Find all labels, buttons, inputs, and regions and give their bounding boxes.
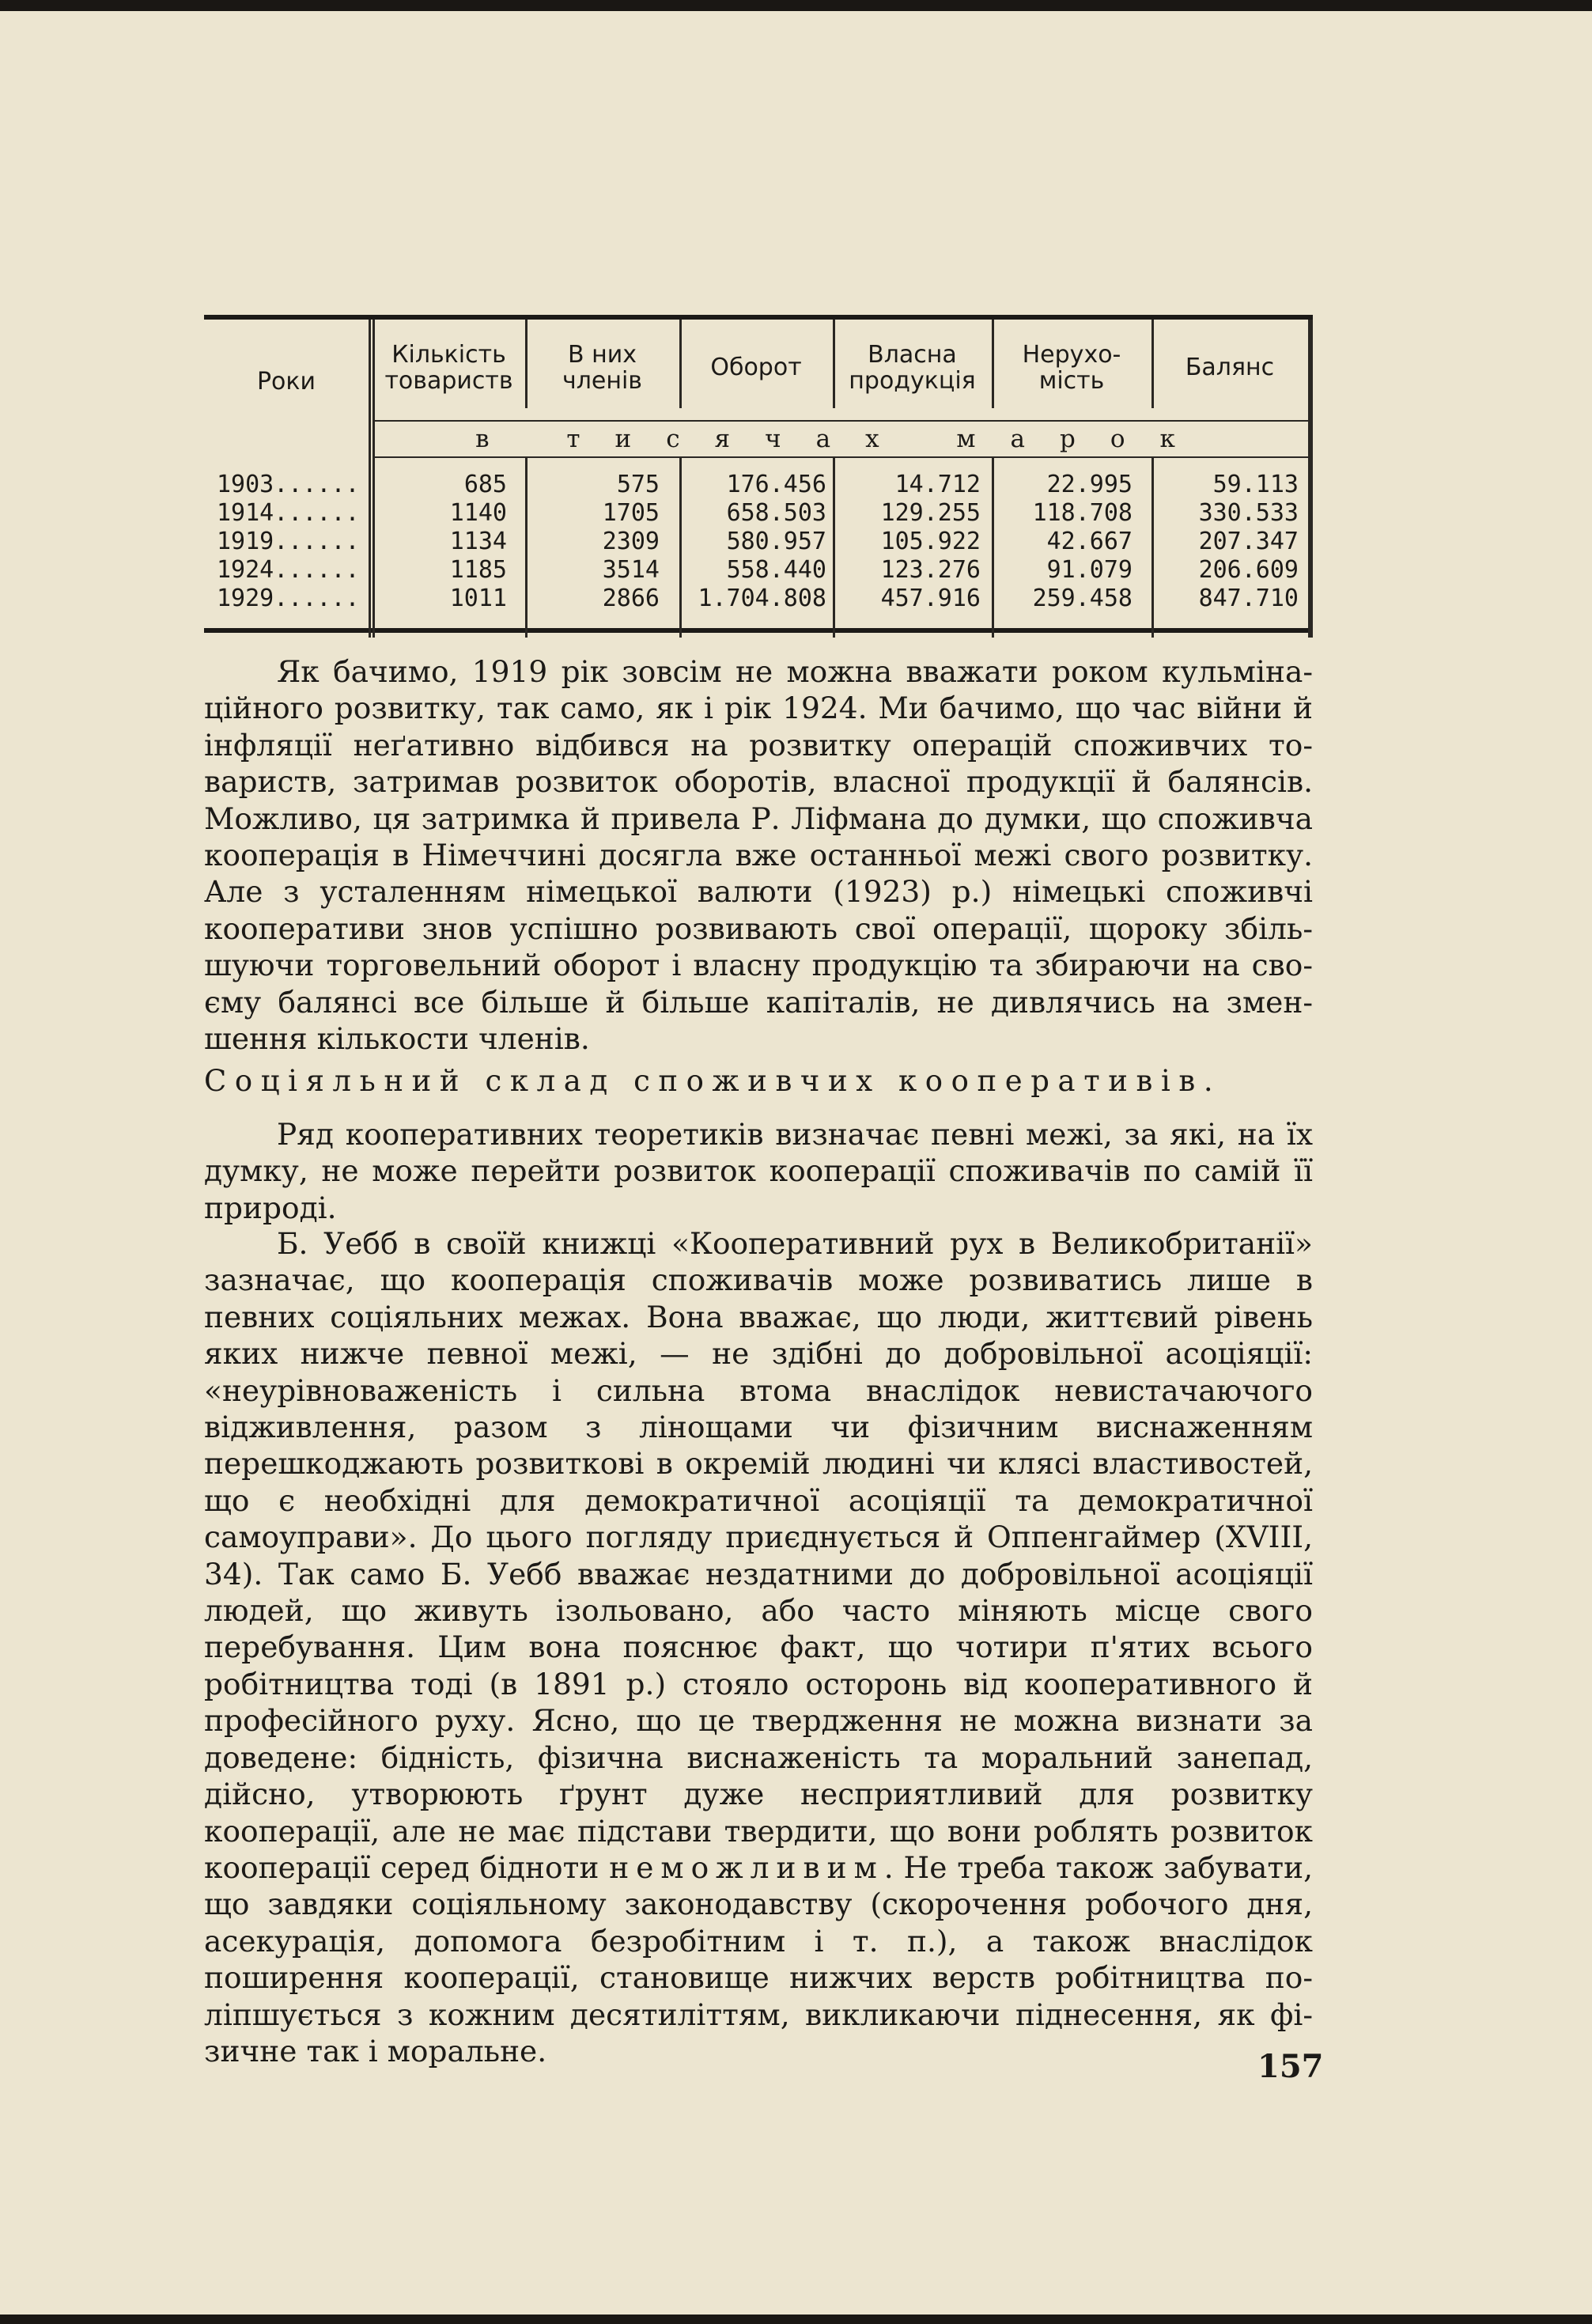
statistics-table (204, 315, 1313, 633)
balance-cell: 206.609 (1198, 556, 1299, 584)
year-cell: 1929...... (217, 585, 360, 612)
page-number: 157 (1257, 2048, 1324, 2085)
societies-cell: 1011 (449, 585, 507, 612)
section-heading: Соціяльний склад споживчих кооперативів. (204, 1064, 1222, 1098)
production-cell: 457.916 (880, 585, 981, 612)
header-real-estate: Нерухо- мість (1022, 341, 1121, 395)
header-members: В них членів (562, 341, 642, 395)
table-row (204, 498, 1313, 528)
turnover-cell: 558.440 (726, 556, 826, 584)
unit-label: в тисячах марок (372, 420, 1313, 458)
paragraph-3 (204, 1225, 1313, 2069)
societies-cell: 1134 (449, 528, 507, 555)
year-cell: 1924...... (217, 556, 360, 584)
header-years: Роки (256, 368, 316, 396)
real-estate-cell: 42.667 (1046, 528, 1133, 555)
balance-cell: 59.113 (1212, 471, 1299, 498)
turnover-cell: 580.957 (726, 528, 826, 555)
production-cell: 129.255 (880, 499, 981, 527)
paragraph-2-text: Ряд кооперативних теоретиків визначає певні межі, за які, на їх думку, не може перейти розвиток кооперації споживачів по самій її природі. (204, 1117, 1313, 1225)
table-row (204, 584, 1313, 613)
real-estate-cell: 22.995 (1046, 471, 1133, 498)
table-row (204, 555, 1313, 585)
members-cell: 1705 (602, 499, 660, 527)
scan-edge-bottom (0, 2315, 1592, 2324)
turnover-cell: 1.704.808 (698, 585, 826, 612)
paragraph-2 (204, 1116, 1313, 1226)
year-cell: 1914...... (217, 499, 360, 527)
production-cell: 14.712 (894, 471, 981, 498)
header-societies: Кількість товариств (384, 341, 513, 395)
turnover-cell: 658.503 (726, 499, 826, 527)
production-cell: 123.276 (880, 556, 981, 584)
paragraph-1-text: Як бачимо, 1919 рік зовсім не можна вважати роком кульмінаційного розвитку, так само, як і рік 1924. Ми бачимо, що час війни й інфляції неґативно відбився на розвитку операцій споживчих товариств, затримав розвиток оборотів, власної продукції й балянсів. Можливо, ця затримка й привела Р. Ліфмана до думки, що споживча кооперація в Німеччині досягла вже останньої межі свого розвитку. Але з усталенням німецької валюти (1923) р.) німецькі споживчі кооперативи знов успішно розвивають свої операції, щороку збільшуючи торговельний оборот і власну продукцію та збираючи на своєму балянсі все більше й більше капіталів, не дивлячись на зменшення кількости членів. (204, 654, 1313, 1057)
real-estate-cell: 259.458 (1032, 585, 1133, 612)
production-cell: 105.922 (880, 528, 981, 555)
societies-cell: 685 (463, 471, 507, 498)
balance-cell: 847.710 (1198, 585, 1299, 612)
header-own-production: Власна продукція (849, 341, 976, 395)
year-cell: 1919...... (217, 528, 360, 555)
societies-cell: 1140 (449, 499, 507, 527)
members-cell: 2866 (602, 585, 660, 612)
balance-cell: 207.347 (1198, 528, 1299, 555)
balance-cell: 330.533 (1198, 499, 1299, 527)
real-estate-cell: 118.708 (1032, 499, 1133, 527)
header-turnover: Оборот (710, 354, 802, 381)
societies-cell: 1185 (449, 556, 507, 584)
header-balance: Балянс (1185, 354, 1275, 381)
table-row (204, 470, 1313, 499)
paragraph-1 (204, 653, 1313, 1057)
members-cell: 575 (616, 471, 660, 498)
members-cell: 2309 (602, 528, 660, 555)
real-estate-cell: 91.079 (1046, 556, 1133, 584)
paragraph-3-text: Б. Уебб в своїй книжці «Кооперативний рух в Великобританії» зазначає, що кооперація споживачів може розвиватись лише в певних соціяльних межах. Вона вважає, що люди, життєвий рівень яких нижче певної межі, — не здібні до добровільної асоціяції: «неурівноваженість і сильна втома внаслідок невистачаючого відживлення, разом з лінощами чи фізичним виснаженням перешкоджають розвиткові в окремій людині чи клясі властивостей, що є необхідні для демократичної асоціяції та демократичної самоуправи». До цього погляду приєднується й Оппенгаймер (XVIII, 34). Так само Б. Уебб вважає нездатними до добровільної асоціяції людей, що живуть ізольовано, або часто міняють місце свого перебування. Цим вона пояснює факт, що чотири п'ятих всього робітництва тоді (в 1891 р.) стояло осторонь від кооперативного й професійного руху. Ясно, що це твердження не можна визнати за доведене: бідність, фізична виснаженість та моральний занепад, дійсно, утворюють ґрунт дуже несприятливий для розвитку кооперації, але не має підстави твердити, що вони роблять розвиток кооперації серед бідноти неможливим. Не треба також забувати, що завдяки соціяльному законодавству (скорочення робочого дня, асекурація, допомога безробітним і т. п.), а також внаслідок поширення кооперації, становище нижчих верств робітництва поліпшується з кожним десятиліттям, викликаючи піднесення, як фізичне так і моральне. (204, 1226, 1313, 2069)
year-cell: 1903...... (217, 471, 360, 498)
members-cell: 3514 (602, 556, 660, 584)
emphasized-word: неможливим (609, 1849, 884, 1885)
turnover-cell: 176.456 (726, 471, 826, 498)
table-row (204, 527, 1313, 556)
scan-edge-top (0, 0, 1592, 11)
